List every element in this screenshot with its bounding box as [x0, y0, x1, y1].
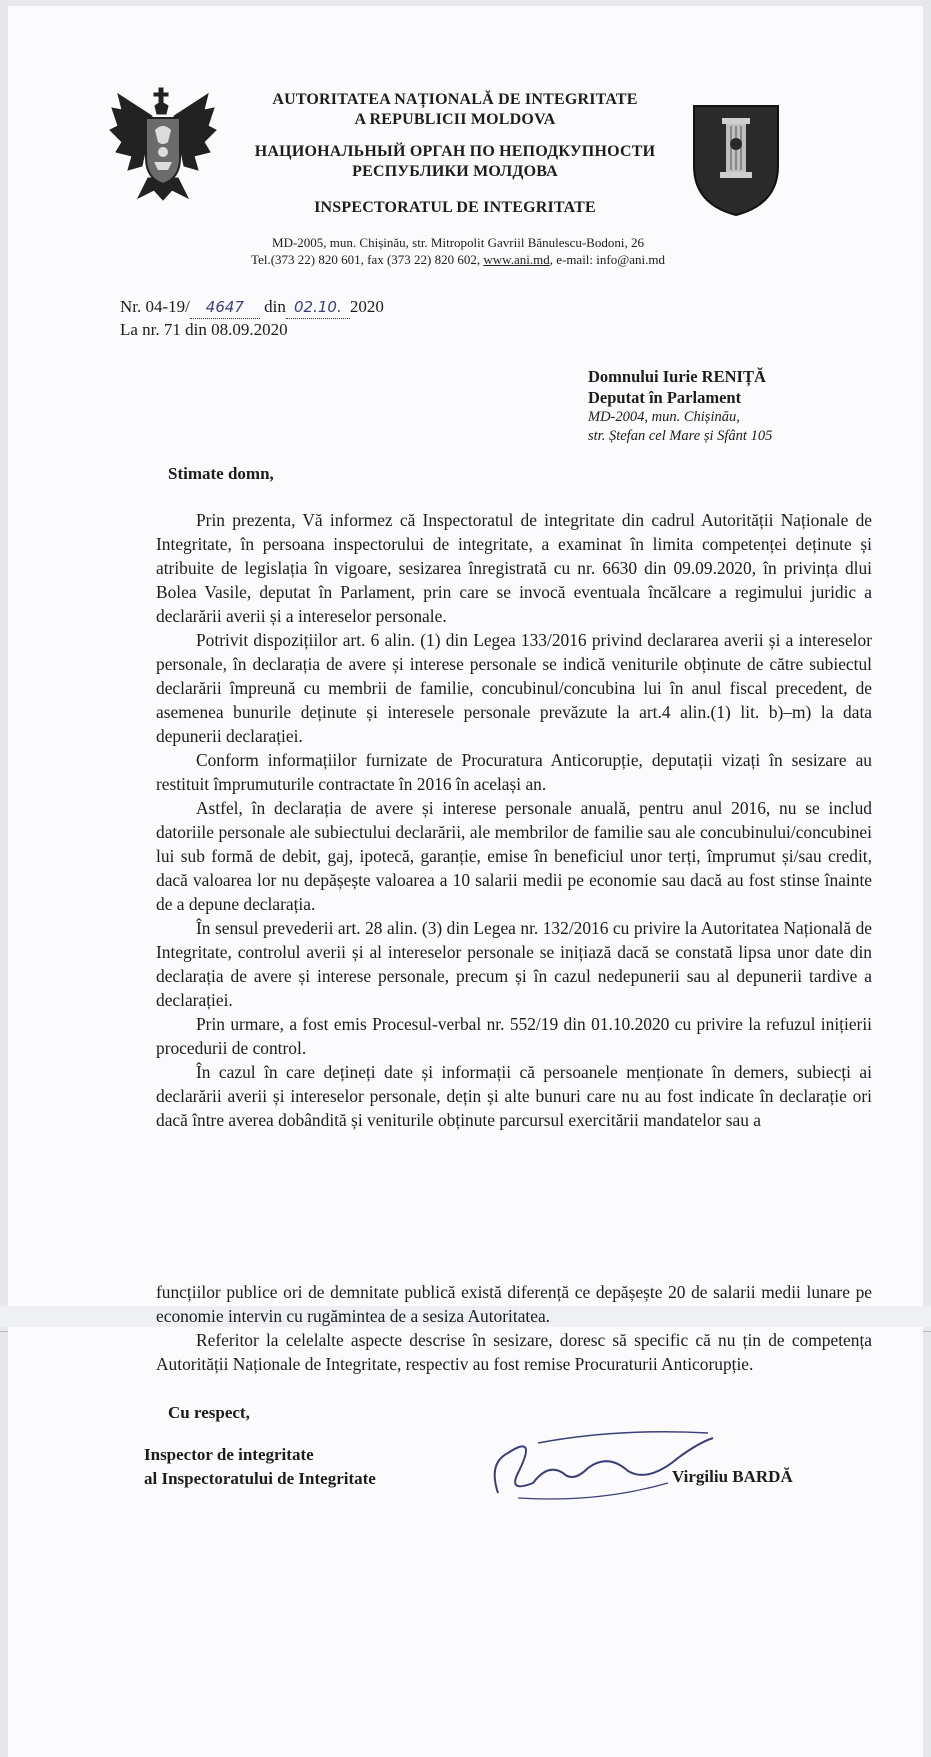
- department-title: INSPECTORATUL DE INTEGRITATE: [314, 199, 596, 216]
- closing-regards: Cu respect,: [168, 1403, 250, 1422]
- ref-la-nr: La nr. 71 din 08.09.2020: [120, 320, 288, 339]
- paragraph: Potrivit dispozițiilor art. 6 alin. (1) din Legea 133/2016 privind declararea averii și a intereselor personale, în declarația de avere și interese personale se indică veniturile obținute de către subiectul declarării împreună cu membrii de familie, concubinul/concubina lui în anul fiscal precedent, de asemenea bunurile deținute și interesele personale prevăzute la art.4 alin.(1) lit. b)–m) la data depunerii declarației.: [156, 630, 872, 746]
- address-line: MD-2005, mun. Chișinău, str. Mitropolit Gavriil Bănulescu-Bodoni, 26: [272, 235, 644, 250]
- header-ro-line2: A REPUBLICII MOLDOVA: [354, 111, 556, 128]
- moldova-coat-of-arms-icon: [108, 86, 218, 201]
- paragraph: Astfel, în declarația de avere și interese personale anuală, pentru anul 2016, nu se includ datoriile personale ale subiectului declarării, ale membrilor de familie sau ale concubinului/concubinei lui sub formă de debit, gaj, ipotecă, garanție, emise în beneficiul unor terți, împrumut și/sau credit, dacă valoarea lor nu depășește valoarea a 10 salarii medii pe economie sau dacă au fost stinse înainte de a depune declarația.: [156, 798, 872, 914]
- ani-emblem-icon: [692, 104, 780, 217]
- paragraph: Prin urmare, a fost emis Procesul-verbal nr. 552/19 din 01.10.2020 cu privire la refuzul inițierii procedurii de control.: [156, 1014, 872, 1058]
- letter-body: [156, 508, 872, 1132]
- signer-name: Virgiliu BARDĂ: [672, 1467, 793, 1486]
- ref-date-handwritten: 02.10.: [286, 296, 350, 319]
- header-ru-line1: НАЦИОНАЛЬНЫЙ ОРГАН ПО НЕПОДКУПНОСТИ: [254, 143, 656, 160]
- ref-nr-handwritten: 4647: [190, 296, 260, 319]
- contact-email: , e-mail: info@ani.md: [549, 252, 665, 267]
- recipient-block: [588, 366, 888, 446]
- paragraph: funcțiilor publice ori de demnitate publică există diferență ce depășește 20 de salarii medii lunare pe economie intervin cu rugămintea de a sesiza Autoritatea.: [156, 1282, 872, 1326]
- contact-line: [168, 251, 748, 268]
- website-link[interactable]: www.ani.md: [483, 252, 550, 267]
- ref-din-label: din: [264, 297, 286, 316]
- paragraph: Conform informațiilor furnizate de Procuratura Anticorupție, deputații vizați în sesizare au restituit împrumuturile contractate în 2016 în același an.: [156, 750, 872, 794]
- recipient-title: Deputat în Parlament: [588, 388, 742, 407]
- ref-year: 2020: [349, 297, 384, 316]
- reference-number: [120, 296, 384, 319]
- recipient-name: Domnului Iurie RENIȚĂ: [588, 367, 766, 386]
- letter-page-2: [8, 1282, 923, 1757]
- letter-body-continued: [156, 1280, 872, 1376]
- ref-nr-prefix: Nr. 04-19/: [120, 297, 190, 316]
- contact-phone-fax: Tel.(373 22) 820 601, fax (373 22) 820 602,: [251, 252, 484, 267]
- recipient-address1: MD-2004, mun. Chișinău,: [588, 409, 740, 425]
- paragraph: Referitor la celelalte aspecte descrise în sesizare, doresc să specific că nu țin de competența Autorității Naționale de Integritate, respectiv au fost remise Procuraturii Anticorupție.: [156, 1330, 872, 1374]
- signer-position-line2: al Inspectoratului de Integritate: [144, 1469, 376, 1488]
- header-ro: [220, 90, 690, 130]
- paragraph: Prin prezenta, Vă informez că Inspectoratul de integritate din cadrul Autorității Naționale de Integritate, în persoana inspectorului de integritate, a examinat în limita competenței deținute și atribuite de legislația în vigoare, sesizarea înregistrată cu nr. 6630 din 09.09.2020, în privința dlui Bolea Vasile, deputat în Parlament, prin care se invocă eventuala încălcare a regimului juridic a declarării averii și a intereselor personale.: [156, 510, 872, 626]
- salutation: Stimate domn,: [168, 464, 274, 483]
- header-ro-line1: AUTORITATEA NAȚIONALĂ DE INTEGRITATE: [272, 91, 638, 108]
- letter-page-1: [8, 6, 923, 1306]
- signer-position: [144, 1443, 376, 1491]
- paragraph: În sensul prevederii art. 28 alin. (3) din Legea nr. 132/2016 cu privire la Autoritatea Națională de Integritate, controlul averii și al intereselor personale se inițiază dacă se constată lipsa unor date din declarația de avere și interese personale, precum și în cazul nedepunerii sau al depunerii tardive a declarației.: [156, 918, 872, 1010]
- paragraph: În cazul în care dețineți date și informații că persoanele menționate în demers, subiecți ai declarării averii și intereselor personale, dețin și alte bunuri care nu au fost indicate în declarație ori dacă între averea dobândită și veniturile obținute parcursul exercitării mandatelor sau a: [156, 1062, 872, 1130]
- header-ru-line2: РЕСПУБЛИКИ МОЛДОВА: [352, 163, 558, 180]
- recipient-address2: str. Ștefan cel Mare și Sfânt 105: [588, 428, 773, 444]
- signer-position-line1: Inspector de integritate: [144, 1445, 314, 1464]
- header-ru: [220, 142, 690, 182]
